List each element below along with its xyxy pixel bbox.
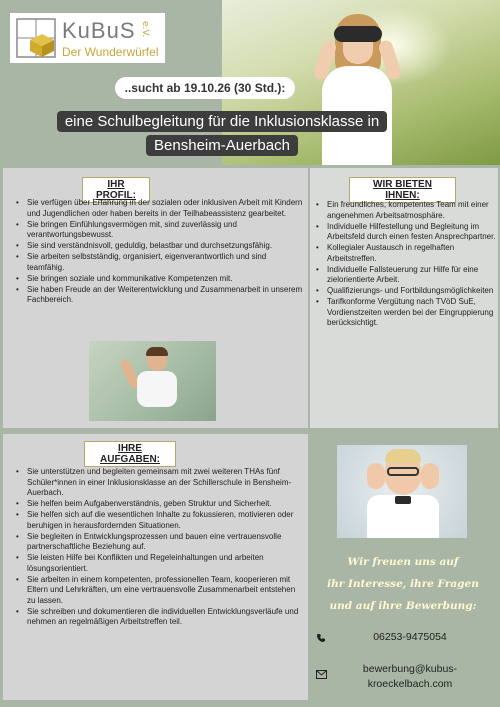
closing-message [318,551,488,617]
email-line-2: kroeckelbach.com [367,678,453,690]
bow-tie-icon [395,496,411,504]
cube-logo-icon [16,18,56,58]
list-item: • Qualifizierungs- und Fortbildungsmöglichkeiten [314,286,496,297]
list-item: • Sie arbeiten selbstständig, organisiert, eigenverantwortlich und sind teamfähig. [14,252,304,273]
closing-line-1: Wir freuen uns auf [347,556,459,568]
child-photo [89,341,216,421]
email-address[interactable] [345,662,475,692]
logo [10,13,165,63]
list-item: • Ein freundliches, kompetentes Team mit einer angenehmen Arbeitsatmosphäre. [314,200,496,221]
header-banner [0,0,500,165]
phone-icon [316,633,326,643]
list-item: • Individuelle Fallsteuerung zur Hilfe für eine zielorientierte Arbeit. [314,265,496,286]
start-date-tagline: ..sucht ab 19.10.26 (30 Std.): [115,77,295,99]
boy-hand-right [421,463,439,489]
list-item: • Sie verfügen über Erfahrung in der sozialen oder inklusiven Arbeit mit Kindern und Jugendlichen oder haben bereits in der Teilhabeassistenz gearbeitet. [14,198,304,219]
list-item: • Sie haben Freude an der Weiterentwicklung und Zusammenarbeit in unserem Fachbereich. [14,285,304,306]
logo-subtitle: Der Wunderwürfel [62,45,159,59]
list-item: • Sie helfen beim Aufgabenverständnis, geben Struktur und Sicherheit. [14,499,304,510]
email-line-1: bewerbung@kubus- [362,663,458,675]
list-item: • Sie sind verständnisvoll, geduldig, belastbar und durchsetzungsfähig. [14,241,304,252]
list-item: • Individuelle Hilfestellung und Begleitung im Arbeitsfeld durch einen festen Ansprechpartner. [314,222,496,243]
glasses-icon [387,467,419,476]
profile-title: IHR PROFIL: [82,177,150,203]
list-item: • Sie unterstützen und begleiten gemeinsam mit zwei weiteren THAs fünf Schüler*innen in einer Inklusionsklasse an der Schillerschule in Bensheim-Auerbach. [14,467,304,499]
list-item: • Sie leisten Hilfe bei Konflikten und Regeleinhaltungen und arbeiten lösungsorientiert. [14,553,304,574]
list-item: • Kollegialer Austausch in regelhaften Arbeitstreffen. [314,243,496,264]
logo-ev: e.V. [140,21,150,38]
profile-list [14,198,304,306]
headline-line-1: eine Schulbegleitung für die Inklusionsklasse in [57,111,387,132]
tasks-list [14,467,304,628]
list-item: • Sie bringen Einfühlungsvermögen mit, sind zuverlässig und verantwortungsbewusst. [14,220,304,241]
headline-line-2: Bensheim-Auerbach [146,135,298,156]
offer-list [314,200,496,329]
list-item: • Sie schreiben und dokumentieren die individuellen Entwicklungsverläufe und nehmen an regelmäßigen Arbeitstreffen teil. [14,607,304,628]
child-hair [146,347,168,356]
list-item: • Sie helfen sich auf die wesentlichen Inhalte zu fokussieren, motivieren oder beruhigen in herausfordernden Situationen. [14,510,304,531]
mail-icon [316,670,327,679]
boy-hand-left [367,463,385,489]
offer-title: WIR BIETEN IHNEN: [349,177,456,203]
job-headline [42,110,402,158]
closing-line-3: und auf ihre Bewerbung: [329,600,477,612]
list-item: • Sie begleiten in Entwicklungsprozessen und bauen eine vertrauensvolle partnerschaftliche Beziehung auf. [14,532,304,553]
closing-line-2: ihr Interesse, ihre Fragen [327,578,479,590]
phone-number[interactable]: 06253-9475054 [373,631,447,643]
list-item: • Tarifkonforme Vergütung nach TVöD SuE, Vordienstzeiten werden bei der Eingruppierung berücksichtigt. [314,297,496,329]
logo-name: KuBuS [62,18,136,43]
list-item: • Sie bringen soziale und kommunikative Kompetenzen mit. [14,274,304,285]
list-item: • Sie arbeiten in einem kompetenten, professionellen Team, kooperieren mit Eltern und Lehrkräften, um eine vertrauensvolle Zusammenarbeit entstehen zu lassen. [14,575,304,607]
boy-hair [385,449,421,463]
tasks-title: IHRE AUFGABEN: [84,441,176,467]
boy-photo [337,445,467,538]
child-body [137,371,177,407]
binoculars-icon [334,26,382,42]
